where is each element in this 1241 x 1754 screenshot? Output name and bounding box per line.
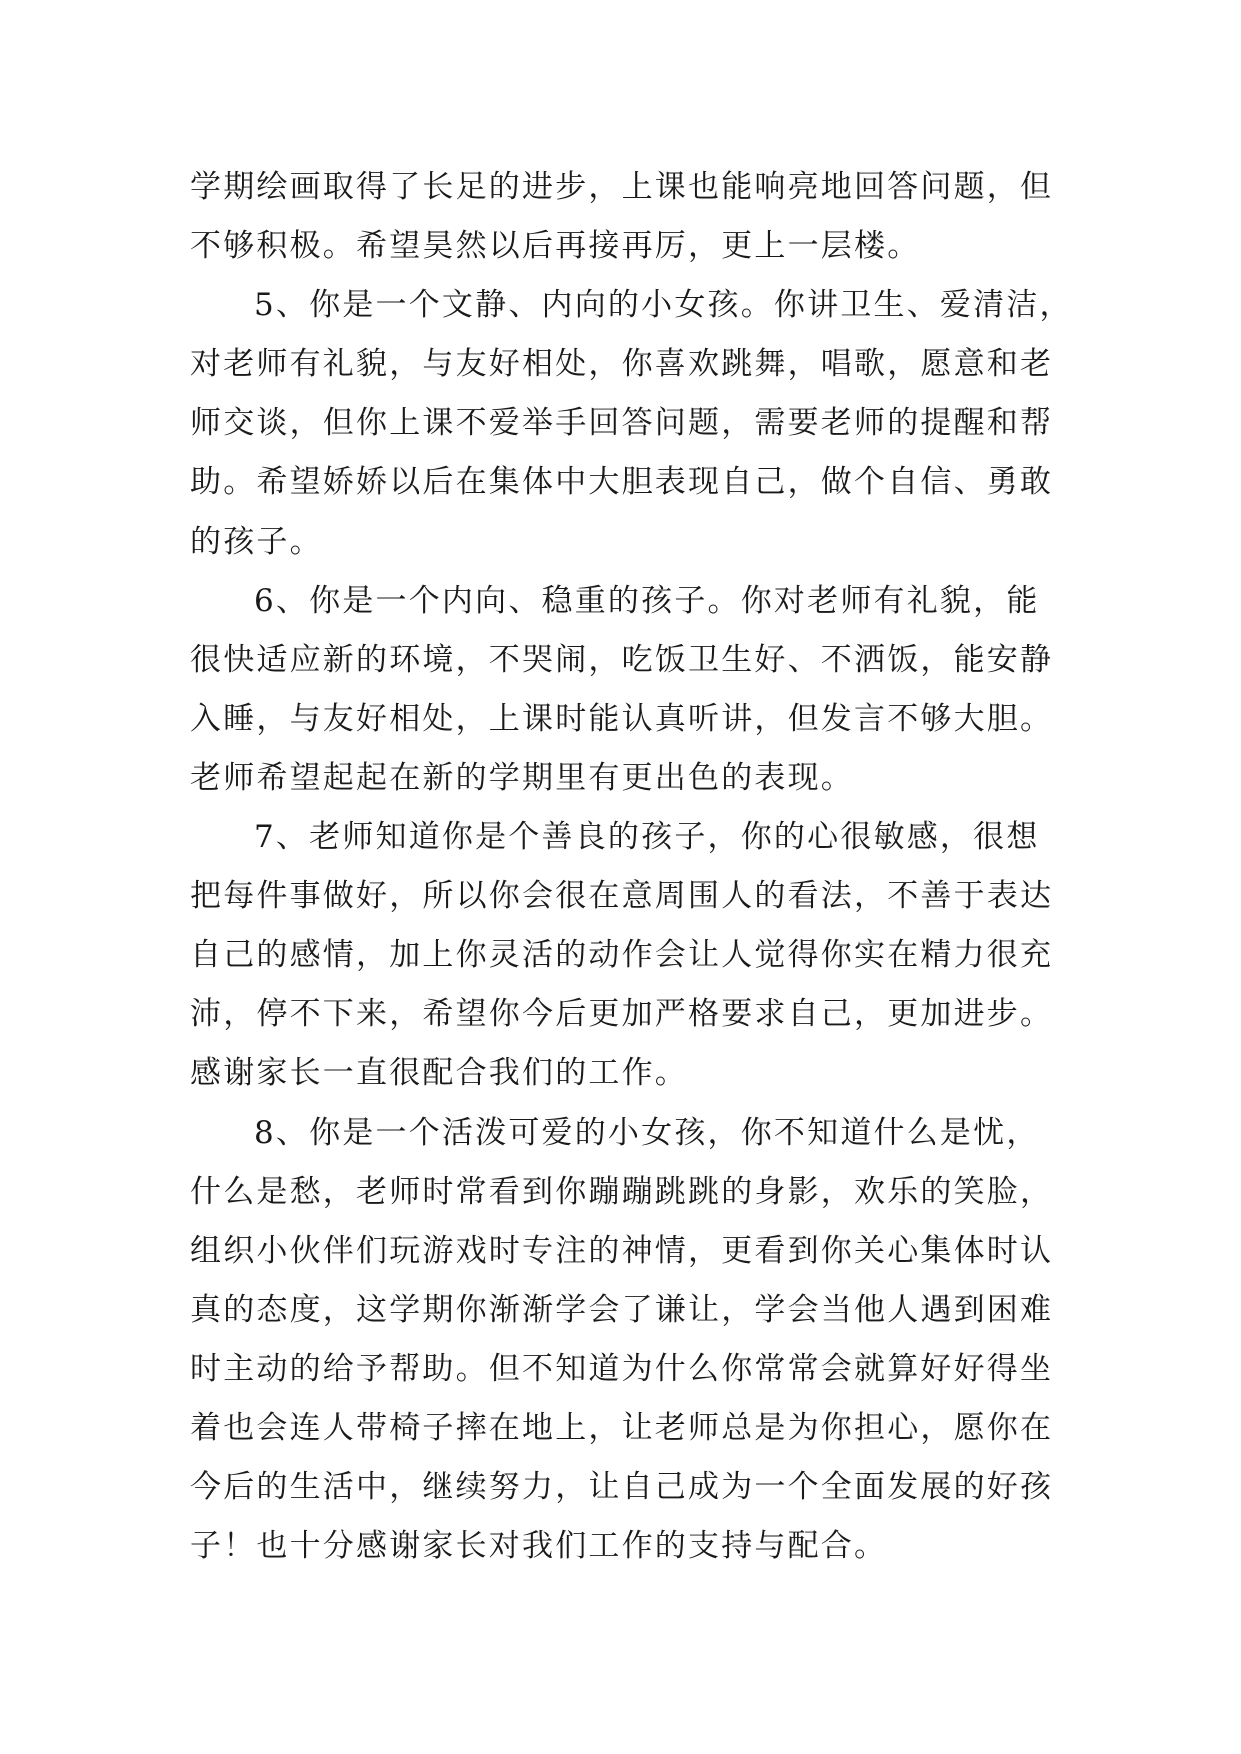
paragraph-continued — [190, 158, 1070, 276]
text-line: 老师希望起起在新的学期里有更出色的表现。 — [190, 759, 854, 796]
text-line: 子！也十分感谢家长对我们工作的支持与配合。 — [190, 1528, 888, 1565]
text-line: 的孩子。 — [190, 523, 323, 560]
text-line: 把每件事做好，所以你会很在意周围人的看法，不善于表达 — [190, 878, 1054, 915]
text-line: 学期绘画取得了长足的进步，上课也能响亮地回答问题，但 — [190, 169, 1054, 205]
text-line: 真的态度，这学期你渐渐学会了谦让，学会当他人遇到困难 — [190, 1291, 1054, 1328]
text-line: 6、你是一个内向、稳重的孩子。你对老师有礼貌，能 — [254, 582, 1040, 619]
paragraph-comment-8 — [190, 1104, 1070, 1577]
text-line: 组织小伙伴们玩游戏时专注的神情，更看到你关心集体时认 — [190, 1232, 1054, 1269]
paragraph-comment-5 — [190, 276, 1073, 571]
text-line: 沛，停不下来，希望你今后更加严格要求自己，更加进步。 — [190, 996, 1054, 1033]
text-line: 什么是愁，老师时常看到你蹦蹦跳跳的身影，欢乐的笑脸， — [190, 1173, 1054, 1210]
text-line: 助。希望娇娇以后在集体中大胆表现自己，做个自信、勇敢 — [190, 464, 1054, 501]
text-line: 不够积极。希望昊然以后再接再厉，更上一层楼。 — [190, 228, 921, 265]
text-line: 着也会连人带椅子摔在地上，让老师总是为你担心，愿你在 — [190, 1409, 1054, 1446]
text-line: 自己的感情，加上你灵活的动作会让人觉得你实在精力很充 — [190, 937, 1054, 974]
text-line: 5、你是一个文静、内向的小女孩。你讲卫生、爱清洁， — [254, 287, 1073, 324]
text-line: 很快适应新的环境，不哭闹，吃饭卫生好、不洒饭，能安静 — [190, 641, 1054, 678]
text-line: 感谢家长一直很配合我们的工作。 — [190, 1055, 688, 1092]
text-line: 师交谈，但你上课不爱举手回答问题，需要老师的提醒和帮 — [190, 405, 1054, 442]
text-line: 时主动的给予帮助。但不知道为什么你常常会就算好好得坐 — [190, 1350, 1054, 1387]
text-line: 今后的生活中，继续努力，让自己成为一个全面发展的好孩 — [190, 1469, 1054, 1506]
text-line: 8、你是一个活泼可爱的小女孩，你不知道什么是忧， — [254, 1114, 1040, 1151]
paragraph-comment-6 — [190, 572, 1070, 808]
text-line: 入睡，与友好相处，上课时能认真听讲，但发言不够大胆。 — [190, 700, 1054, 737]
text-line: 对老师有礼貌，与友好相处，你喜欢跳舞，唱歌，愿意和老 — [190, 346, 1054, 383]
text-line: 7、老师知道你是个善良的孩子，你的心很敏感，很想 — [254, 819, 1040, 856]
paragraph-comment-7 — [190, 808, 1070, 1103]
document-body — [190, 158, 1073, 1576]
